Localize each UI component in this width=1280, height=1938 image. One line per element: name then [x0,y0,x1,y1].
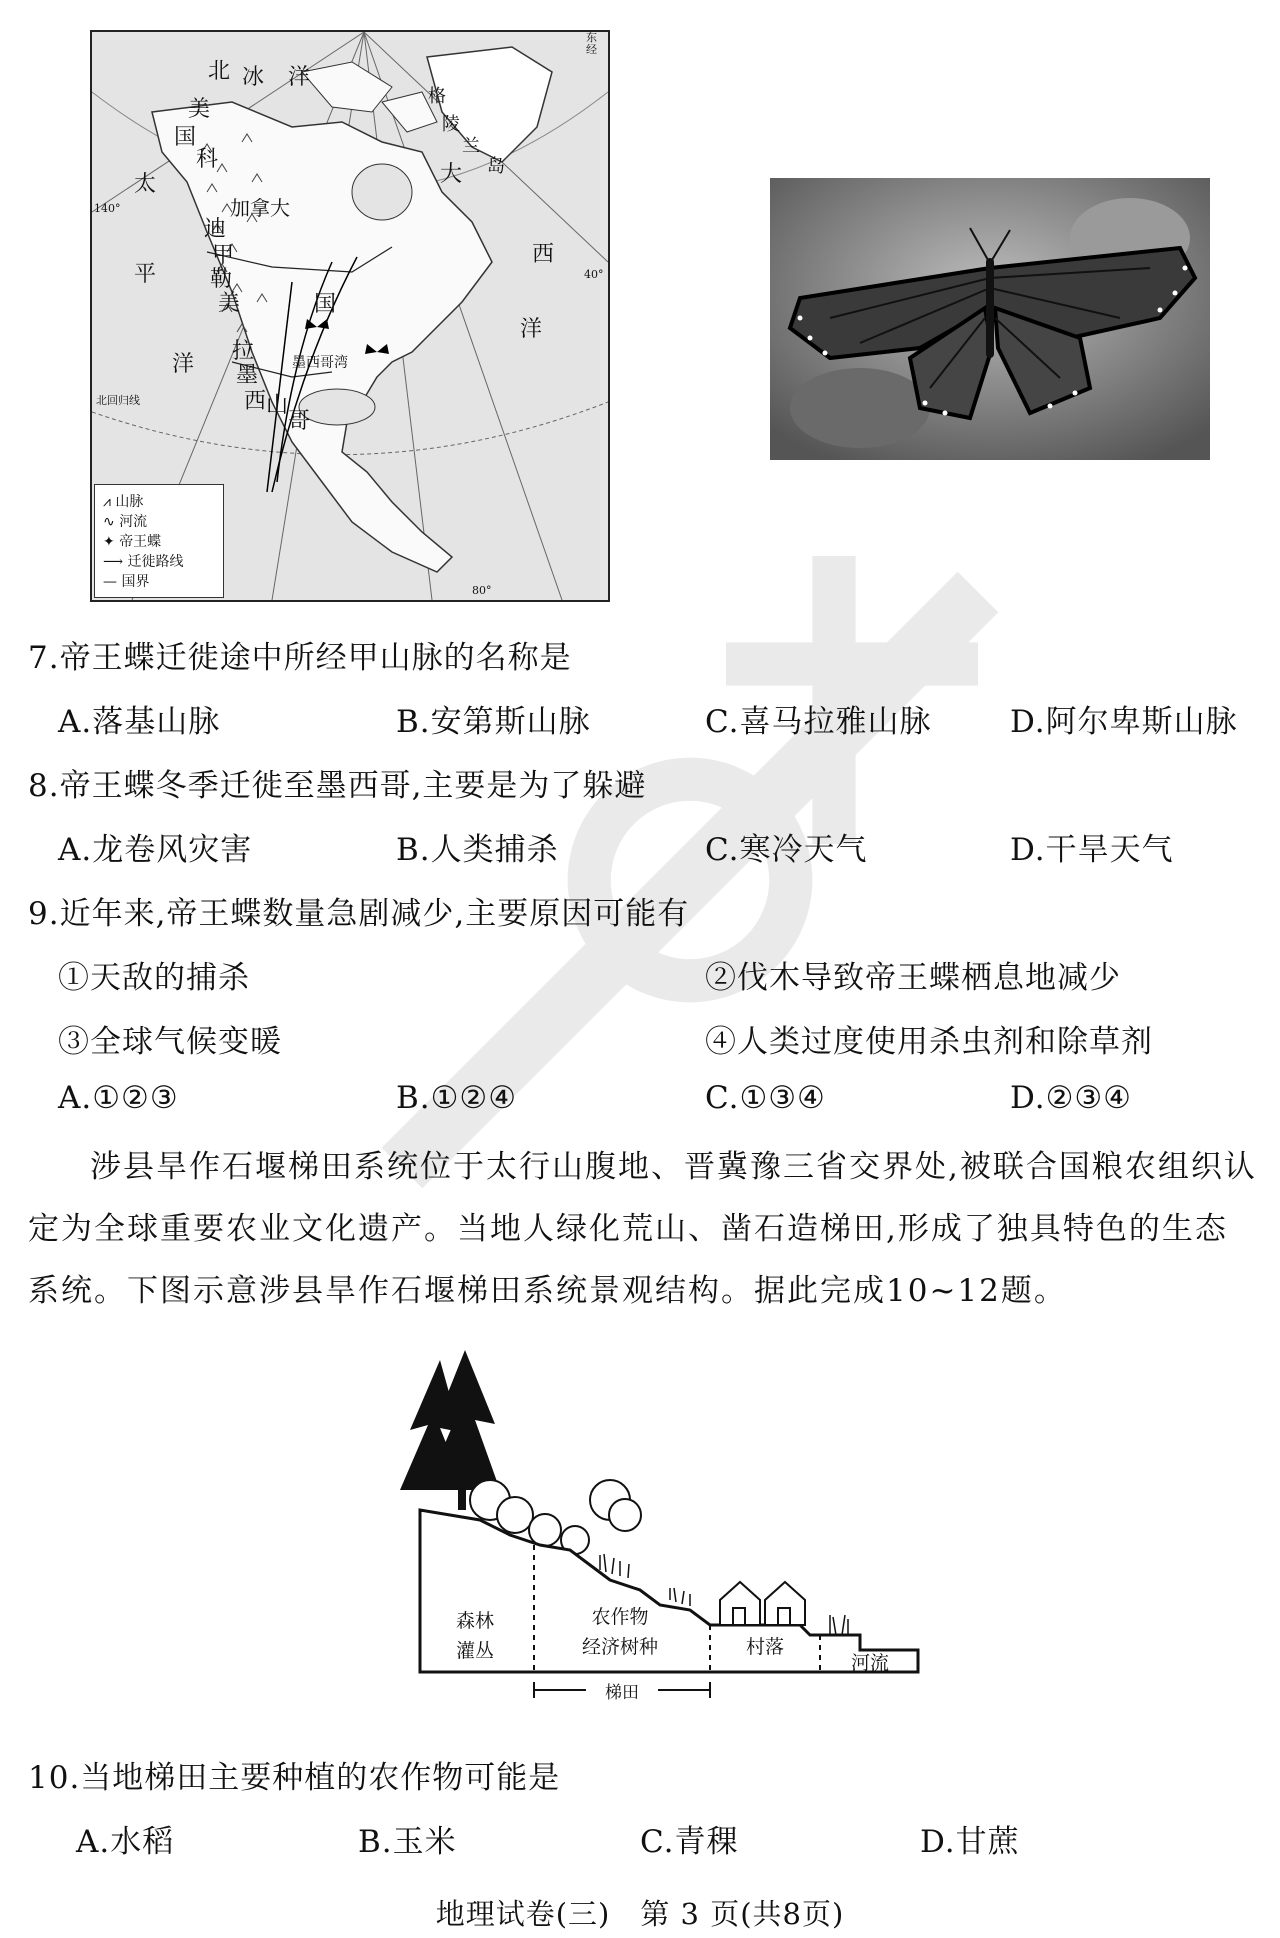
label-mexico-1: 西 [244,389,267,414]
label-greenland-2: 陵 [442,114,460,135]
question-7-option-a[interactable]: A.落基山脉 [58,704,221,740]
question-9-option-a[interactable]: A.①②③ [58,1080,179,1116]
butterfly-icon: ✦ [103,534,115,550]
label-east-longitude: 东经 [586,31,597,56]
label-greenland-4: 岛 [487,156,505,177]
label-canada: 加拿大 [230,196,290,220]
question-10-option-a[interactable]: A.水稻 [76,1824,175,1860]
label-gulf-of-mexico: 墨西哥湾 [292,355,348,371]
question-9-stem: 9.近年来,帝王蝶数量急剧减少,主要原因可能有 [28,896,690,932]
mountain-icon: ⩘ [103,494,111,510]
label-mo: 墨 [236,363,259,388]
legend-rivers: ∿ 河流 [103,514,148,530]
question-7-stem: 7.帝王蝶迁徙途中所经甲山脉的名称是 [28,640,572,676]
zone-village-label: 村落 [745,1636,784,1658]
arrow-icon: ⟶ [103,554,124,570]
zone-crops-label-2: 经济树种 [581,1636,658,1658]
label-atlantic-3: 洋 [520,317,543,342]
passage-text: 涉县旱作石堰梯田系统位于太行山腹地、晋冀豫三省交界处,被联合国粮农组织认定为全球重要农业文化遗产。当地人绿化荒山、凿石造梯田,形成了独具特色的生态系统。下图示意涉县旱作石堰梯田系统景观结构。据此完成10~12题。 [28,1149,1257,1309]
label-usa-2: 国 [174,125,197,150]
question-7-option-c[interactable]: C.喜马拉雅山脉 [705,704,932,740]
label-usa-1: 美 [188,97,211,122]
question-8-option-c[interactable]: C.寒冷天气 [705,832,868,868]
question-8-stem: 8.帝王蝶冬季迁徙至墨西哥,主要是为了躲避 [28,768,647,804]
label-tropic-of-cancer: 北回归线 [96,394,140,407]
question-8-option-d[interactable]: D.干旱天气 [1010,832,1174,868]
question-10-option-b[interactable]: B.玉米 [358,1824,457,1860]
label-us-guo: 国 [314,292,337,317]
zone-forest-label-2: 灌丛 [455,1640,494,1662]
watermark-logo [330,520,1050,1240]
border-line-icon: — [103,574,117,590]
zone-forest-label-1: 森林 [455,1610,494,1632]
label-mountain-jia: 甲 [212,243,235,268]
label-mexico-2: 山 [266,393,289,418]
label-rocky-1: 科 [196,147,219,172]
page-footer: 地理试卷(三) 第 3 页(共8页) [435,1897,845,1931]
label-greenland-3: 兰 [462,136,480,157]
label-ocean: 洋 [288,65,311,90]
label-america: 美 [218,291,241,316]
river-icon: ∿ [103,514,115,530]
question-9-option-d[interactable]: D.②③④ [1010,1080,1132,1116]
question-9-statement-3: ③全球气候变暖 [58,1024,282,1060]
label-pacific-1: 太 [134,172,157,197]
label-pacific-2: 平 [134,262,157,287]
legend-mountains: ⩘ 山脉 [103,494,144,510]
question-10-option-d[interactable]: D.甘蔗 [920,1824,1020,1860]
map-legend [94,484,224,598]
label-mexico-3: 哥 [288,409,311,434]
terrace-landscape-diagram [370,1350,930,1710]
question-10-stem: 10.当地梯田主要种植的农作物可能是 [28,1760,561,1796]
question-8-option-b[interactable]: B.人类捕杀 [396,832,559,868]
question-7-option-d[interactable]: D.阿尔卑斯山脉 [1010,704,1238,740]
question-10-option-c[interactable]: C.青稞 [640,1824,739,1860]
question-8-option-a[interactable]: A.龙卷风灾害 [58,832,253,868]
label-la: 拉 [232,339,255,364]
label-atlantic-1: 大 [440,162,463,187]
question-9-statement-2: ②伐木导致帝王蝶栖息地减少 [705,960,1121,996]
zone-crops-label-1: 农作物 [591,1606,649,1628]
legend-monarch: ✦ 帝王蝶 [103,534,162,550]
label-lon-140: 140° [94,202,121,215]
label-greenland-1: 格 [428,86,446,107]
label-rocky-2: 迪 [204,217,227,242]
question-9-option-b[interactable]: B.①②④ [396,1080,518,1116]
terrace-bracket-label: 梯田 [586,1678,658,1703]
butterfly-illustration [770,178,1210,460]
monarch-butterfly-photo [770,178,1210,460]
label-atlantic-2: 西 [532,242,555,267]
label-north: 北 [208,59,231,84]
label-pacific-3: 洋 [172,352,195,377]
label-lon-80: 80° [472,584,492,597]
question-7-option-b[interactable]: B.安第斯山脉 [396,704,591,740]
label-ice: 冰 [242,65,265,90]
question-9-statement-1: ①天敌的捕杀 [58,960,250,996]
label-mountain-le: 勒 [210,267,233,292]
zone-river-label: 河流 [850,1652,889,1674]
question-9-option-c[interactable]: C.①③④ [705,1080,826,1116]
north-america-map [90,30,610,602]
question-9-statement-4: ④人类过度使用杀虫剂和除草剂 [705,1024,1153,1060]
label-lon-40: 40° [584,268,604,281]
legend-route: ⟶ 迁徙路线 [103,554,184,570]
legend-border: — 国界 [103,574,150,590]
